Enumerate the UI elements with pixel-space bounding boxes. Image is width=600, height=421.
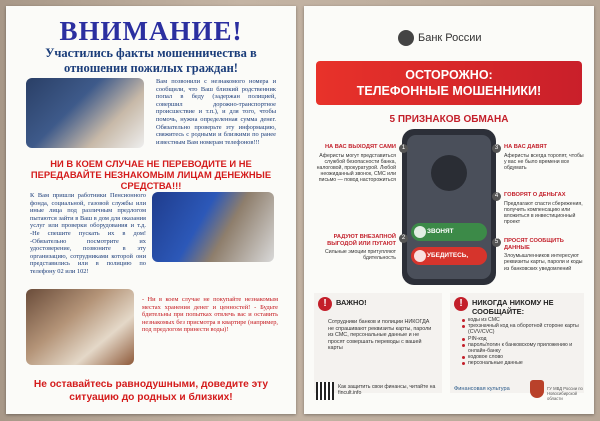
phone-screen (407, 135, 491, 279)
caller-avatar-icon (431, 155, 467, 191)
phone-icon (414, 226, 426, 238)
list-item: трехзначный код на оборотной стороне карты (CVV/CVC) (462, 323, 580, 335)
sign-text: Аферисты всегда торопят, чтобы у вас не было времени все обдумать (504, 152, 584, 171)
sign-number: 1 (399, 144, 408, 153)
decline-call-pill (411, 247, 487, 265)
money-advice-paragraph: - Ни в коем случае не покупайте незнакомым местах хранения денег и ценностей! - Будьте бдительны при попытках отвлечь вас и оставить незнакомых без присмотра в квартире (например, под предлогом принести воды)! (142, 296, 278, 334)
poster-footer: Не оставайтесь равнодушными, доведите эту ситуацию до родных и близких! (33, 379, 269, 403)
sign-item (316, 234, 406, 262)
sign-title: РАДУЮТ ВНЕЗАПНОЙ ВЫГОДОЙ ИЛИ ПУГАЮТ (327, 234, 396, 247)
important-box (314, 293, 442, 393)
accept-call-pill (411, 223, 487, 241)
never-share-title: НИКОГДА НИКОМУ НЕ СООБЩАЙТЕ: (472, 298, 554, 316)
sign-title: ПРОСЯТ СООБЩИТЬ ДАННЫЕ (504, 238, 564, 251)
eagle-logo-icon (398, 30, 414, 46)
never-share-list (462, 317, 580, 367)
list-item: PIN-код (462, 336, 580, 342)
poster-subtitle: Участились факты мошенничества в отношении пожилых граждан! (45, 46, 257, 75)
important-text: Сотрудники банков и полиции НИКОГДА не спрашивают реквизиты карты, пароли из СМС, персональные данные и не просят совершать переводы с вашей карты (328, 319, 432, 351)
left-poster (6, 6, 296, 414)
sign-number: 3 (492, 144, 501, 153)
accept-call-label: ЗВОНЯТ (427, 228, 454, 235)
photo-elderly-woman-phone (26, 78, 144, 148)
sign-title: НА ВАС ДАВЯТ (504, 144, 547, 150)
sign-text: Злоумышленников интересуют реквизиты карты, пароли и коды из банковских уведомлений (504, 253, 583, 272)
signs-title: 5 ПРИЗНАКОВ ОБМАНА (389, 114, 509, 125)
emblem-caption: ГУ МВД России по Новосибирской области (547, 386, 583, 401)
fincult-label: Финансовая культура (454, 386, 510, 392)
exclamation-icon: ! (318, 297, 332, 311)
sign-number: 4 (492, 192, 501, 201)
sign-item (316, 144, 406, 184)
important-title: ВАЖНО! (336, 298, 367, 307)
warning-line-2: ТЕЛЕФОННЫЕ МОШЕННИКИ! (356, 84, 542, 98)
qr-caption: Как защитить свои финансы, читайте на fincult.info (338, 384, 436, 397)
list-item: коды из СМС (462, 317, 580, 323)
exclamation-icon: ! (454, 297, 468, 311)
sign-number: 5 (492, 238, 501, 247)
never-share-box (450, 293, 584, 393)
phone-hangup-icon (414, 250, 426, 262)
poster-title: ВНИМАНИЕ! (59, 16, 243, 46)
list-item: персональные данные (462, 360, 580, 366)
warning-banner: НИ В КОЕМ СЛУЧАЕ НЕ ПЕРЕВОДИТЕ И НЕ ПЕРЕДАВАЙТЕ НЕЗНАКОМЫМ ЛИЦАМ ДЕНЕЖНЫЕ СРЕДСТВА!!! (30, 158, 272, 191)
phone-illustration (402, 129, 496, 285)
sign-item (494, 192, 584, 226)
brand-name: Банк России (418, 32, 482, 44)
list-item: пароль/логин к банковскому приложению и онлайн-банку (462, 342, 580, 354)
visitor-scam-paragraph: К Вам пришли работники Пенсионного фонда, социальной, газовой службы или иные лица под различным предлогом пытаются зайти в Ваш в дом для оказания услуг или проверки оборудования и т.д. -Не спешите пускать их в дом! -Обязательно посмотрите их удостоверение, позвоните в эту организацию, сотрудниками которой они представились или в полицию по телефону 02 или 102! (30, 192, 146, 275)
sign-item (494, 144, 584, 171)
warning-header (316, 61, 582, 105)
qr-code-icon (316, 382, 334, 400)
sign-item (494, 238, 584, 272)
photo-door-visitor (152, 192, 274, 262)
sign-title: ГОВОРЯТ О ДЕНЬГАХ (504, 192, 566, 198)
sign-number: 2 (399, 234, 408, 243)
sign-text: Сильные эмоции притупляют бдительность (324, 249, 396, 262)
sign-title: НА ВАС ВЫХОДЯТ САМИ (324, 144, 396, 150)
sign-text: Аферисты могут представиться службой безопасности банка, налоговой, прокуратурой. Любой неожиданный звонок, СМС или письмо — повод насторожиться (316, 152, 396, 184)
police-emblem-icon (530, 380, 544, 398)
decline-call-label: УБЕДИТЕСЬ, (427, 252, 469, 259)
photo-money-handover (26, 289, 134, 365)
list-item: кодовое слово (462, 354, 580, 360)
warning-line-1: ОСТОРОЖНО: (405, 68, 493, 82)
sign-text: Предлагают спасти сбережения, получить компенсацию или вложиться в инвестиционный проект (504, 200, 583, 226)
phone-scam-paragraph: Вам позвонили с незнакомого номера и сообщили, что Ваш близкий родственник попал в беду (задержан полицией, совершил дорожно-транспортное происшествие и т.п.), и для того, чтобы помочь, нужна определенная сумма денег. Обязательно проверьте эту информацию, свяжитесь с родными и близкими по ранее известным Вам номерам телефонов!!! (156, 78, 276, 146)
right-poster (304, 6, 594, 414)
